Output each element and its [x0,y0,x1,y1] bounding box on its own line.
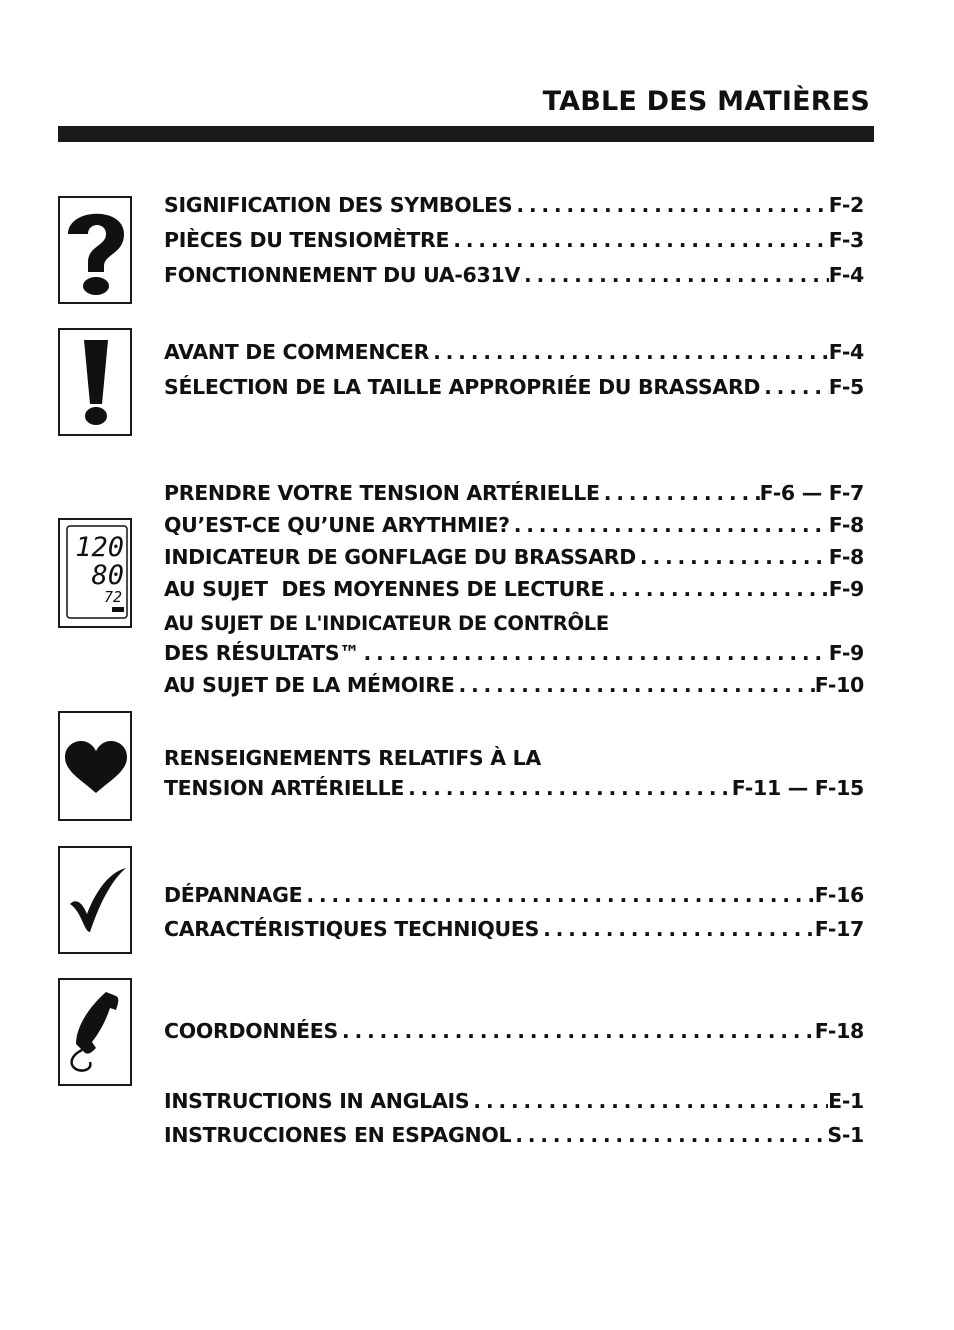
toc-entry-label: DÉPANNAGE [164,883,303,907]
dot-leader [600,481,760,505]
toc-entry-page: E-1 [828,1089,864,1113]
toc-entry-page: F-9 [828,577,864,601]
dot-leader [429,340,829,364]
toc-entry-label: INSTRUCCIONES EN ESPAGNOL [164,1123,512,1147]
heart-icon [58,711,132,821]
toc-entry-label: QU’EST-CE QU’UNE ARYTHMIE? [164,513,510,537]
toc-entry[interactable] [164,481,864,513]
display-systolic: 120 [75,532,124,563]
toc-entry-page: F-16 [814,883,864,907]
toc-entry[interactable] [164,340,864,372]
question-mark-icon [58,196,132,304]
toc-entry-page: S-1 [827,1123,864,1147]
dot-leader [360,641,829,665]
toc-entry-page: F-2 [828,193,864,217]
toc-entry-page: F-4 [828,340,864,364]
toc-entry-label: FONCTIONNEMENT DU UA-631V [164,263,521,287]
toc-entry-page: F-10 [814,673,864,697]
toc-entry-page: F-8 [828,513,864,537]
toc-entry[interactable] [164,375,864,407]
dot-leader [520,263,829,287]
toc-entry-label: SÉLECTION DE LA TAILLE APPROPRIÉE DU BRASSARD [164,375,761,399]
toc-entry[interactable] [164,641,864,673]
toc-entry[interactable] [164,1123,864,1155]
toc-entry-page: F-18 [814,1019,864,1043]
toc-entry-page: F-11 — F-15 [731,776,864,800]
checkmark-icon [58,846,132,954]
toc-entry-label: INSTRUCTIONS IN ANGLAIS [164,1089,470,1113]
toc-entry[interactable] [164,577,864,609]
toc-entry-label: DES RÉSULTATS™ [164,641,360,665]
dot-leader [454,673,814,697]
toc-entry-label: PRENDRE VOTRE TENSION ARTÉRIELLE [164,481,600,505]
toc-entry[interactable] [164,1019,864,1051]
toc-entry-label: INDICATEUR DE GONFLAGE DU BRASSARD [164,545,636,569]
toc-entry[interactable] [164,263,864,295]
toc-entry[interactable] [164,193,864,225]
dot-leader [511,1123,827,1147]
display-pulse: 72 [103,588,122,606]
exclamation-icon [58,328,132,436]
toc-entry-label: PIÈCES DU TENSIOMÈTRE [164,228,450,252]
phone-icon [58,978,132,1086]
toc-entry-label: AU SUJET DES MOYENNES DE LECTURE [164,577,605,601]
dot-leader [449,228,829,252]
toc-entry[interactable] [164,513,864,545]
display-diastolic: 80 [91,560,124,591]
dot-leader [510,513,829,537]
toc-entry-page: F-5 [828,375,864,399]
dot-leader [760,375,829,399]
toc-entry-label: SIGNIFICATION DES SYMBOLES [164,193,513,217]
toc-entry[interactable] [164,776,864,808]
blood-pressure-display-icon [58,518,132,628]
toc-entry-page: F-9 [828,641,864,665]
dot-leader [404,776,732,800]
toc-entry-label: AU SUJET DE LA MÉMOIRE [164,673,455,697]
toc-entry-page: F-8 [828,545,864,569]
dot-leader [604,577,829,601]
toc-entry[interactable] [164,917,864,949]
toc-entry[interactable] [164,228,864,260]
toc-entry[interactable] [164,1089,864,1121]
dot-leader [338,1019,815,1043]
page-title: TABLE DES MATIÈRES [542,86,870,117]
toc-entry-label: COORDONNÉES [164,1019,338,1043]
dot-leader [469,1089,828,1113]
dot-leader [302,883,814,907]
dot-leader [512,193,828,217]
toc-entry-label: TENSION ARTÉRIELLE [164,776,405,800]
toc-entry[interactable] [164,673,864,705]
toc-entry-page: F-4 [828,263,864,287]
dot-leader [636,545,829,569]
toc-entry-label-line1[interactable]: RENSEIGNEMENTS RELATIFS À LA [164,746,541,770]
toc-entry-label: AVANT DE COMMENCER [164,340,430,364]
toc-entry-label: CARACTÉRISTIQUES TECHNIQUES [164,917,540,941]
dot-leader [539,917,815,941]
toc-entry-page: F-17 [814,917,864,941]
toc-entry-page: F-6 — F-7 [759,481,864,505]
toc-entry-label-line1[interactable]: AU SUJET DE L'INDICATEUR DE CONTRÔLE [164,612,609,635]
toc-entry-page: F-3 [828,228,864,252]
title-rule [58,126,874,142]
toc-entry[interactable] [164,545,864,577]
toc-entry[interactable] [164,883,864,915]
